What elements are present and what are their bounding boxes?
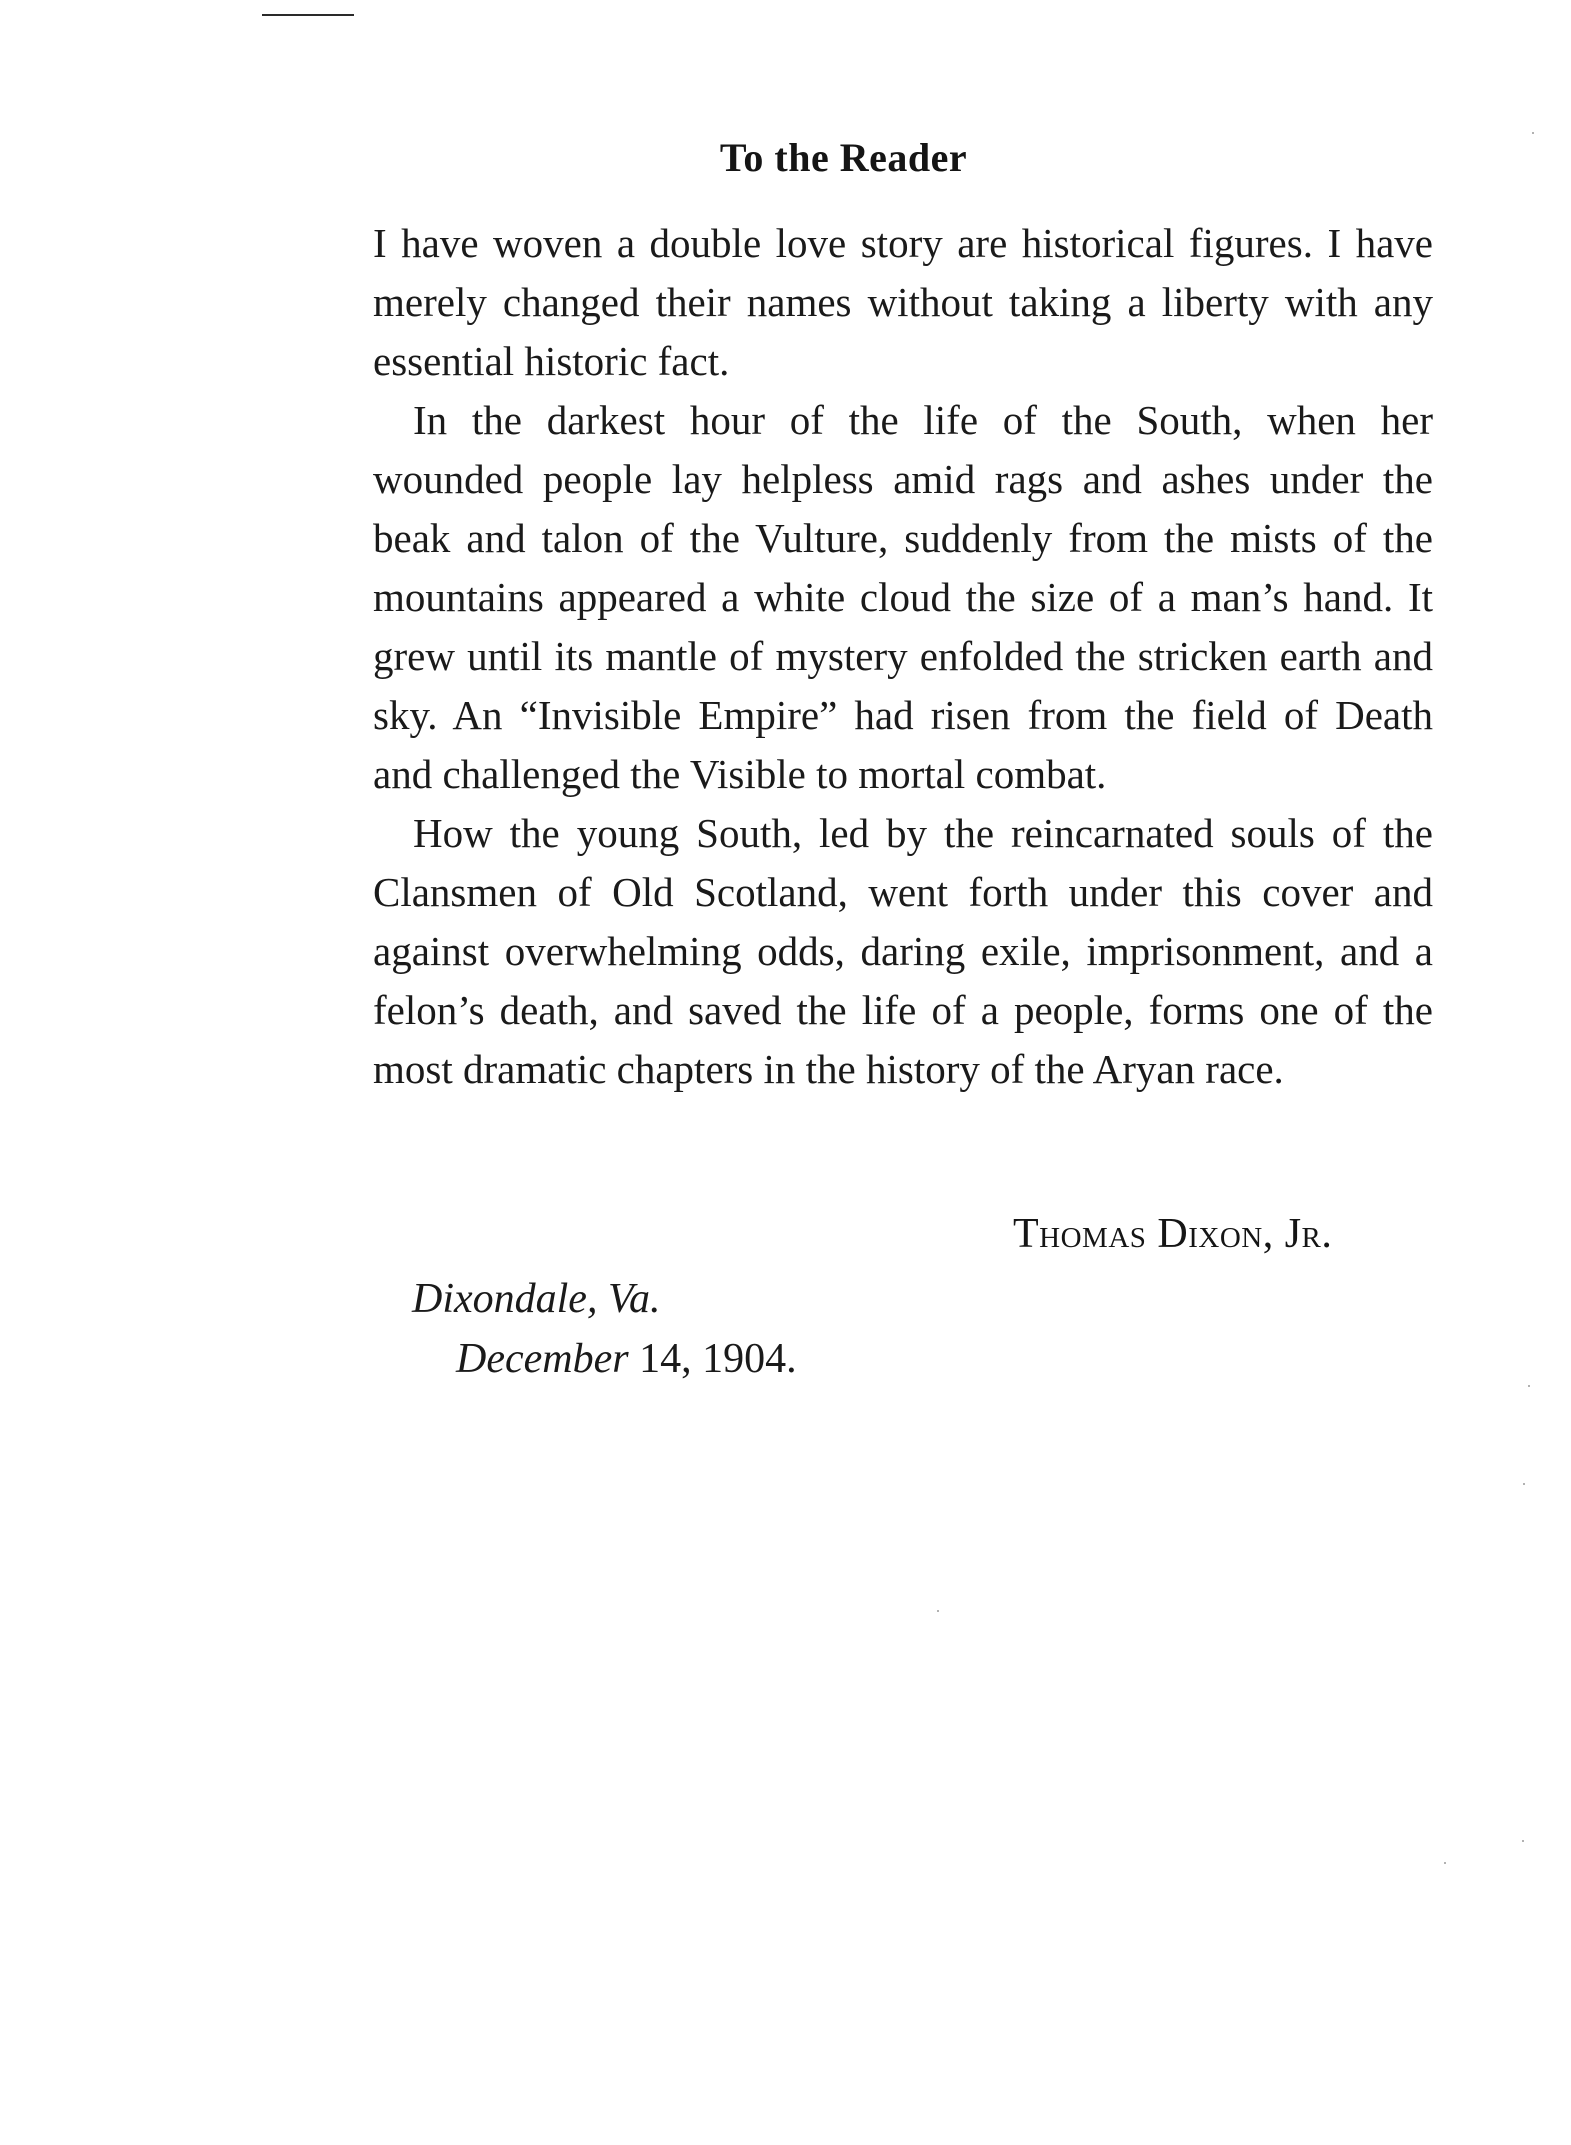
author-signature: Thomas Dixon, Jr. <box>1013 1211 1333 1257</box>
paragraph-3: How the young South, led by the reincarnated souls of the Clansmen of Old Scotland, went forth under this cover and against overwhelming odds, daring exile, imprisonment, and a felon’s death, and saved the life of a people, forms one of the most dramatic chapters in the history of the Aryan race. <box>373 810 1433 1092</box>
scan-speck <box>1444 1862 1446 1864</box>
preface-body <box>373 214 1433 1099</box>
date-line <box>456 1335 797 1383</box>
scan-speck <box>1528 1385 1530 1387</box>
scan-speck <box>1523 1483 1525 1485</box>
top-rule <box>262 14 354 16</box>
page-title: To the Reader <box>719 135 968 180</box>
paragraph-1: I have woven a double love story are historical figures. I have merely changed their names without taking a liberty with any essential historic fact. <box>373 220 1433 384</box>
scan-speck <box>1522 1840 1524 1842</box>
place-line: Dixondale, Va. <box>412 1276 661 1322</box>
date-day-year: 14, 1904. <box>639 1336 797 1382</box>
date-month: December <box>456 1336 629 1382</box>
scan-speck <box>1532 132 1534 134</box>
scan-speck <box>937 1610 939 1612</box>
paragraph-2: In the darkest hour of the life of the South, when her wounded people lay helpless amid rags and ashes under the beak and talon of the Vulture, suddenly from the mists of the mountains appeared a white cloud the size of a man’s hand. It grew until its mantle of mystery enfolded the stricken earth and sky. An “Invisible Empire” had risen from the field of Death and challenged the Visible to mortal combat. <box>373 397 1433 797</box>
